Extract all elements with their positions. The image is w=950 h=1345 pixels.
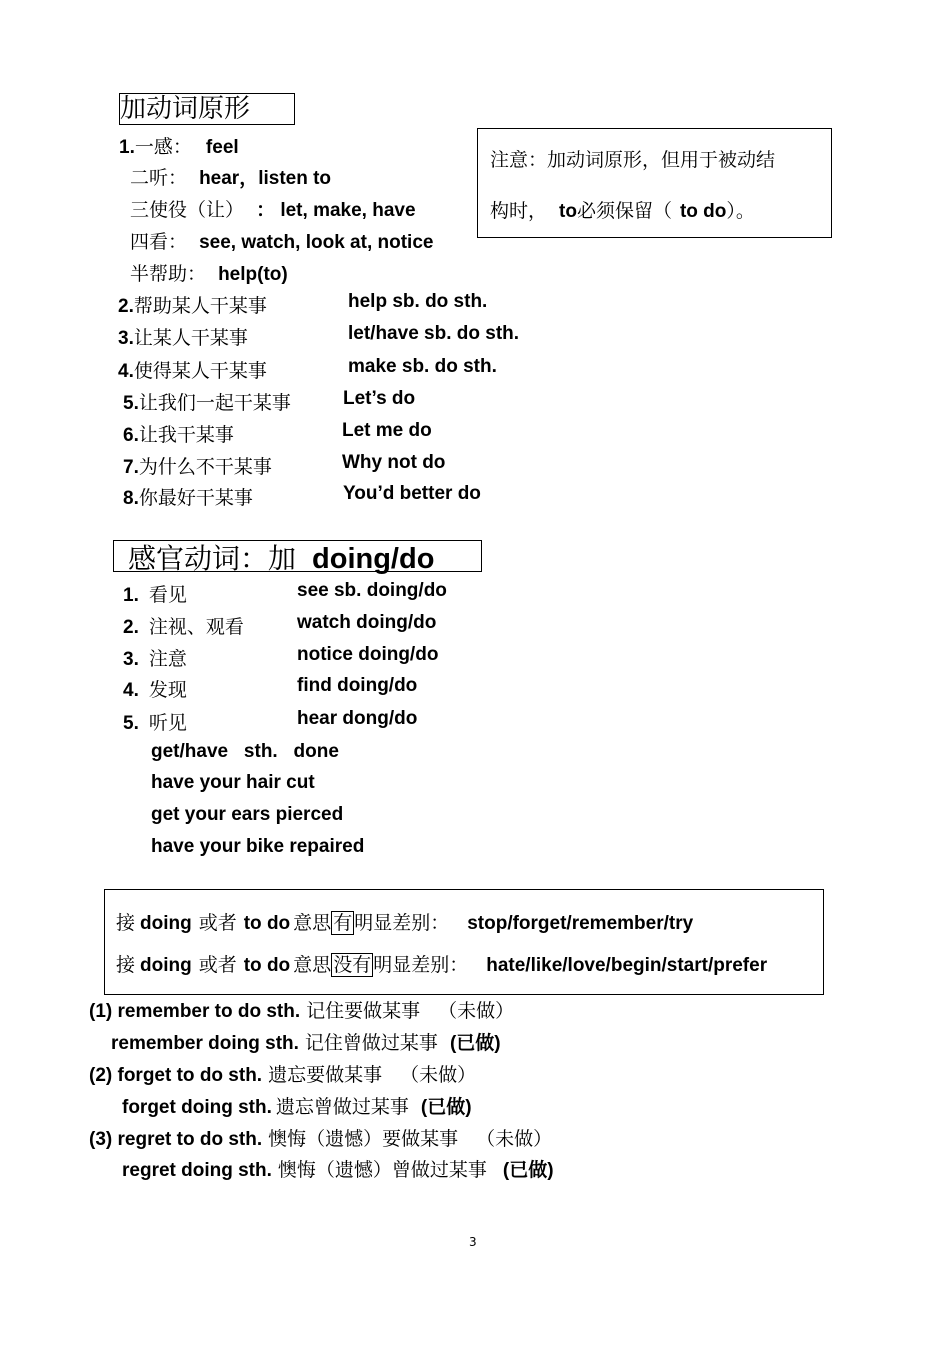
- sense-verb-2: 2. 注视、观看: [123, 616, 244, 638]
- difference-row-1: 接 doing 或者 to do 意思 有 明显差别： stop/forget/remember/try: [116, 912, 694, 934]
- sense-line-1: 1.一感： feel: [119, 136, 239, 158]
- sense-verb-4-en: find doing/do: [297, 675, 418, 696]
- note-line-2: 构时， to必须保留（ to do）。: [490, 200, 755, 222]
- example-6: regret doing sth. 懊悔（遗憾）曾做过某事 (已做): [122, 1159, 554, 1181]
- sense-line-2: 二听： hear，listen to: [130, 167, 332, 189]
- extra-line-2: have your hair cut: [151, 772, 315, 793]
- sense-verb-1-en: see sb. doing/do: [297, 580, 447, 601]
- example-5: (3) regret to do sth. 懊悔（遗憾）要做某事 （未做）: [89, 1128, 553, 1150]
- phrase-4: 4.使得某人干某事: [118, 360, 267, 382]
- phrase-8-en: You’d better do: [343, 483, 481, 504]
- phrase-7: 7.为什么不干某事: [123, 456, 272, 478]
- extra-line-3: get your ears pierced: [151, 804, 344, 825]
- example-2: remember doing sth. 记住曾做过某事 (已做): [111, 1032, 501, 1054]
- phrase-7-en: Why not do: [342, 452, 446, 473]
- sense-line-3: 三使役（让） ： let, make, have: [130, 199, 416, 221]
- boxed-chars: 没有: [333, 954, 372, 976]
- sense-verb-5: 5. 听见: [123, 712, 187, 734]
- note-line-1: 注意：加动词原形，但用于被动结: [490, 149, 776, 171]
- phrase-5-en: Let’s do: [343, 388, 416, 409]
- sense-verb-2-en: watch doing/do: [297, 612, 437, 633]
- phrase-3: 3.让某人干某事: [118, 327, 248, 349]
- section1-title: 加动词原形: [119, 93, 295, 125]
- phrase-2-en: help sb. do sth.: [348, 291, 488, 312]
- sense-verb-1: 1. 看见: [123, 584, 187, 606]
- page-number: 3: [469, 1235, 477, 1249]
- phrase-4-en: make sb. do sth.: [348, 356, 497, 377]
- difference-row-2: 接 doing 或者 to do 意思 没有 明显差别： hate/like/love/begin/start/prefer: [116, 954, 768, 976]
- sense-line-5: 半帮助： help(to): [130, 263, 288, 285]
- difference-box: [104, 889, 824, 995]
- phrase-2: 2.帮助某人干某事: [118, 295, 267, 317]
- example-3: (2) forget to do sth. 遗忘要做某事 （未做）: [89, 1064, 477, 1086]
- phrase-6-en: Let me do: [342, 420, 432, 441]
- extra-line-1: get/have sth. done: [151, 741, 339, 762]
- example-1: (1) remember to do sth. 记住要做某事 （未做）: [89, 1000, 515, 1022]
- sense-verb-4: 4. 发现: [123, 679, 187, 701]
- section2-title: 感官动词：加 doing/do: [113, 540, 482, 572]
- sense-line-4: 四看： see, watch, look at, notice: [130, 231, 434, 253]
- sense-verb-3-en: notice doing/do: [297, 644, 439, 665]
- phrase-5: 5.让我们一起干某事: [123, 392, 291, 414]
- phrase-3-en: let/have sb. do sth.: [348, 323, 520, 344]
- example-4: forget doing sth. 遗忘曾做过某事 (已做): [122, 1096, 472, 1118]
- sense-verb-5-en: hear dong/do: [297, 708, 418, 729]
- note-box: [477, 128, 832, 238]
- phrase-8: 8.你最好干某事: [123, 487, 253, 509]
- extra-line-4: have your bike repaired: [151, 836, 365, 857]
- boxed-char: 有: [333, 912, 353, 934]
- sense-verb-3: 3. 注意: [123, 648, 187, 670]
- phrase-6: 6.让我干某事: [123, 424, 234, 446]
